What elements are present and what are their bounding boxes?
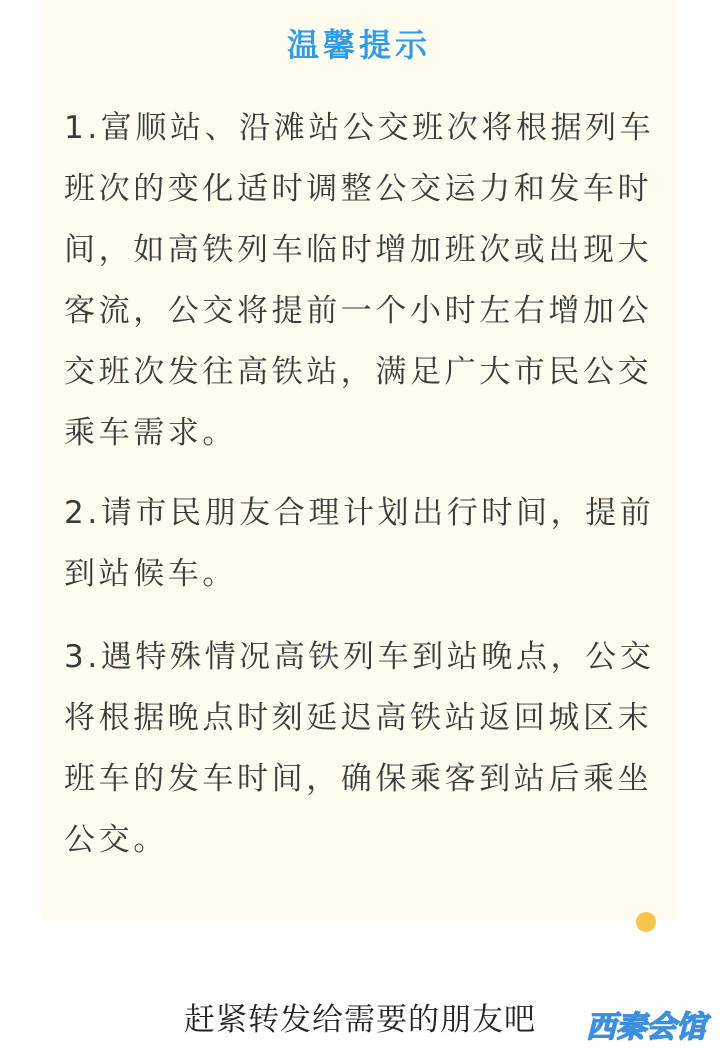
notice-title: 温馨提示 <box>286 26 431 64</box>
notice-item-3: 3.遇特殊情况高铁列车到站晚点，公交将根据晚点时刻延迟高铁站返回城区末班车的发车时间，确保乘客到站后乘坐公交。 <box>64 639 655 858</box>
decorative-dot <box>636 912 656 932</box>
notice-card <box>42 0 676 920</box>
share-caption: 赶紧转发给需要的朋友吧 <box>184 1002 536 1038</box>
watermark-logo: 西秦会馆 <box>586 1010 706 1045</box>
notice-item-2: 2.请市民朋友合理计划出行时间，提前到站候车。 <box>64 495 655 592</box>
notice-item-1: 1.富顺站、沿滩站公交班次将根据列车班次的变化适时调整公交运力和发车时间，如高铁列车临时增加班次或出现大客流，公交将提前一个小时左右增加公交班次发往高铁站，满足广大市民公交乘车需求。 <box>64 110 655 451</box>
